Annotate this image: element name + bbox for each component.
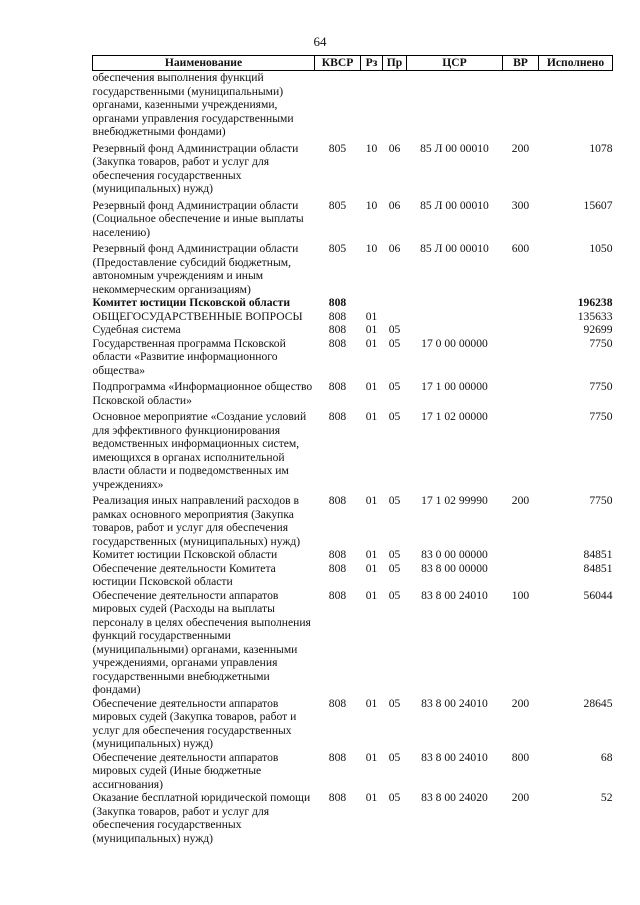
- row-kvsr: 808: [328, 380, 347, 393]
- row-kvsr: 808: [328, 561, 347, 575]
- row-name: Комитет юстиции Псковской области: [92, 296, 291, 309]
- row-pr: 05: [388, 791, 401, 804]
- row-kvsr: 808: [328, 323, 347, 336]
- row-done: 56044: [583, 588, 613, 602]
- row-pr: 05: [388, 410, 401, 423]
- row-rz: 01: [365, 696, 378, 710]
- table-row: [93, 71, 613, 139]
- row-csr: 83 8 00 24010: [421, 588, 488, 602]
- row-csr: 83 8 00 24010: [421, 750, 488, 764]
- row-vr: [503, 377, 539, 407]
- row-pr: 05: [388, 380, 401, 393]
- row-vr: 100: [511, 588, 530, 602]
- page-number: 64: [313, 34, 327, 49]
- row-csr: 17 1 00 00000: [421, 380, 488, 393]
- row-rz: 10: [365, 141, 378, 155]
- row-pr: 05: [388, 561, 401, 575]
- row-csr: 83 8 00 24020: [421, 791, 488, 804]
- row-csr: 85 Л 00 00010: [420, 141, 489, 155]
- row-done: 196238: [577, 296, 613, 309]
- row-kvsr: 805: [328, 242, 347, 255]
- row-rz: [361, 296, 383, 310]
- table-row: [93, 377, 613, 407]
- row-pr: 05: [388, 323, 401, 336]
- row-done: 135633: [577, 309, 613, 323]
- table-row: [93, 337, 613, 378]
- row-vr: 800: [511, 750, 530, 764]
- row-done: 1078: [589, 141, 613, 155]
- header-vr: ВР: [503, 56, 539, 71]
- row-kvsr: 808: [328, 548, 347, 561]
- row-rz: 01: [365, 791, 378, 804]
- row-name: Обеспечение деятельности аппаратов мировых судей (Закупка товаров, работ и услуг для обеспечения государственных (муниципальных) нужд): [92, 696, 297, 750]
- row-csr: 83 8 00 00000: [421, 561, 488, 575]
- row-csr: 17 1 02 99990: [421, 494, 488, 507]
- table-body: [93, 71, 613, 846]
- row-rz: 01: [365, 750, 378, 764]
- row-done: [539, 71, 613, 139]
- header-name: Наименование: [93, 56, 315, 71]
- row-kvsr: 808: [328, 588, 347, 602]
- row-name: Оказание бесплатной юридической помощи (Закупка товаров, работ и услуг для обеспечения государственных (муниципальных) нужд): [92, 791, 311, 845]
- row-pr: 05: [388, 696, 401, 710]
- row-name: Государственная программа Псковской области «Развитие информационного общества»: [92, 336, 286, 377]
- row-done: 7750: [589, 494, 613, 507]
- row-kvsr: 808: [328, 791, 347, 804]
- row-name: Резервный фонд Администрации области (Социальное обеспечение и иные выплаты населению): [92, 198, 304, 239]
- row-rz: 01: [365, 588, 378, 602]
- row-csr: [407, 71, 503, 139]
- row-vr: [503, 323, 539, 337]
- row-name: Обеспечение деятельности аппаратов мировых судей (Расходы на выплаты персоналу в целях обеспечения выполнения функций государственными (муниципальными) органами, казенными учреждениями, органами управления государственными внебюджетными фондами): [92, 588, 311, 696]
- row-done: 52: [600, 791, 613, 804]
- row-vr: [503, 296, 539, 310]
- row-rz: 01: [365, 548, 378, 561]
- row-rz: 10: [365, 198, 378, 212]
- table-row: [93, 562, 613, 589]
- row-done: 92699: [583, 323, 613, 336]
- row-pr: 06: [388, 242, 401, 255]
- row-kvsr: 805: [328, 141, 347, 155]
- row-pr: 05: [388, 588, 401, 602]
- row-csr: 83 8 00 24010: [421, 696, 488, 710]
- table-row: [93, 697, 613, 751]
- table-row: [93, 791, 613, 845]
- header-pr: Пр: [383, 56, 407, 71]
- row-csr: [407, 310, 503, 324]
- row-rz: 10: [365, 242, 378, 255]
- header-kvsr: КВСР: [315, 56, 361, 71]
- row-kvsr: 805: [328, 198, 347, 212]
- row-name: Обеспечение деятельности аппаратов мировых судей (Иные бюджетные ассигнования): [92, 750, 279, 791]
- row-done: 1050: [589, 242, 613, 255]
- header-rz: Рз: [361, 56, 383, 71]
- table-row: [93, 491, 613, 548]
- row-pr: 06: [388, 141, 401, 155]
- row-name: Подпрограмма «Информационное общество Псковской области»: [92, 380, 313, 407]
- row-csr: 17 0 00 00000: [421, 336, 488, 350]
- row-csr: 85 Л 00 00010: [420, 242, 489, 255]
- row-vr: [503, 337, 539, 378]
- row-vr: [503, 71, 539, 139]
- row-name: Судебная система: [92, 323, 181, 336]
- row-name: обеспечения выполнения функций государственными (муниципальными) органами, казенными учреждениями, органами управления государственными внебюджетными фондами): [92, 71, 294, 138]
- row-kvsr: 808: [328, 296, 347, 309]
- table-row: [93, 323, 613, 337]
- row-vr: 600: [511, 242, 530, 255]
- row-rz: 01: [365, 309, 378, 323]
- budget-table: [92, 55, 613, 845]
- row-pr: [383, 296, 407, 310]
- row-vr: 200: [511, 791, 530, 804]
- table-header-row: [93, 56, 613, 71]
- row-name: Основное мероприятие «Создание условий для эффективного функционирования ведомственных информационных систем, имеющихся в органах исполнительной власти области и подведомственных им учреждениях»: [92, 410, 307, 491]
- table-row: [93, 751, 613, 792]
- row-done: 84851: [583, 548, 613, 561]
- table-row: [93, 407, 613, 491]
- row-done: 7750: [589, 410, 613, 423]
- row-csr: 83 0 00 00000: [421, 548, 488, 561]
- table-row: [93, 548, 613, 562]
- table-row: [93, 589, 613, 697]
- row-name: Реализация иных направлений расходов в рамках основного мероприятия (Закупка товаров, работ и услуг для обеспечения государственных (муниципальных) нужд): [92, 494, 301, 548]
- row-done: 7750: [589, 380, 613, 393]
- row-pr: 05: [388, 494, 401, 507]
- row-vr: [503, 310, 539, 324]
- row-name: Резервный фонд Администрации области (Предоставление субсидий бюджетным, автономным учреждениям и иным некоммерческим организациям): [92, 242, 299, 296]
- header-csr: ЦСР: [407, 56, 503, 71]
- row-vr: 200: [511, 696, 530, 710]
- row-kvsr: 808: [328, 696, 347, 710]
- table-row: [93, 139, 613, 196]
- table-row: [93, 196, 613, 240]
- row-pr: [383, 310, 407, 324]
- row-done: 68: [600, 750, 613, 764]
- table-row: [93, 239, 613, 296]
- row-csr: [407, 323, 503, 337]
- row-done: 84851: [583, 561, 613, 575]
- row-vr: [503, 562, 539, 589]
- row-pr: [383, 71, 407, 139]
- row-kvsr: [315, 71, 361, 139]
- row-vr: [503, 407, 539, 491]
- row-csr: 17 1 02 00000: [421, 410, 488, 423]
- row-rz: 01: [365, 380, 378, 393]
- row-vr: [503, 548, 539, 562]
- row-name: Комитет юстиции Псковской области: [92, 548, 278, 561]
- row-rz: 01: [365, 561, 378, 575]
- row-rz: 01: [365, 494, 378, 507]
- row-csr: [407, 296, 503, 310]
- row-kvsr: 808: [328, 309, 347, 323]
- row-done: 7750: [589, 336, 613, 350]
- table-row: [93, 310, 613, 324]
- row-done: 28645: [583, 696, 613, 710]
- row-rz: 01: [365, 336, 378, 350]
- row-kvsr: 808: [328, 494, 347, 507]
- row-vr: 200: [511, 494, 530, 507]
- row-pr: 06: [388, 198, 401, 212]
- row-kvsr: 808: [328, 410, 347, 423]
- row-name: Обеспечение деятельности Комитета юстиции Псковской области: [92, 561, 276, 588]
- row-done: 15607: [583, 198, 613, 212]
- row-vr: 300: [511, 198, 530, 212]
- row-rz: [361, 71, 383, 139]
- row-kvsr: 808: [328, 750, 347, 764]
- row-pr: 05: [388, 750, 401, 764]
- row-pr: 05: [388, 548, 401, 561]
- row-kvsr: 808: [328, 336, 347, 350]
- header-done: Исполнено: [539, 56, 613, 71]
- row-rz: 01: [365, 323, 378, 336]
- table-row: [93, 296, 613, 310]
- row-rz: 01: [365, 410, 378, 423]
- row-name: Резервный фонд Администрации области (Закупка товаров, работ и услуг для обеспечения государственных (муниципальных) нужд): [92, 141, 299, 195]
- row-csr: 85 Л 00 00010: [420, 198, 489, 212]
- row-pr: 05: [388, 336, 401, 350]
- row-vr: 200: [511, 141, 530, 155]
- row-name: ОБЩЕГОСУДАРСТВЕННЫЕ ВОПРОСЫ: [92, 309, 303, 323]
